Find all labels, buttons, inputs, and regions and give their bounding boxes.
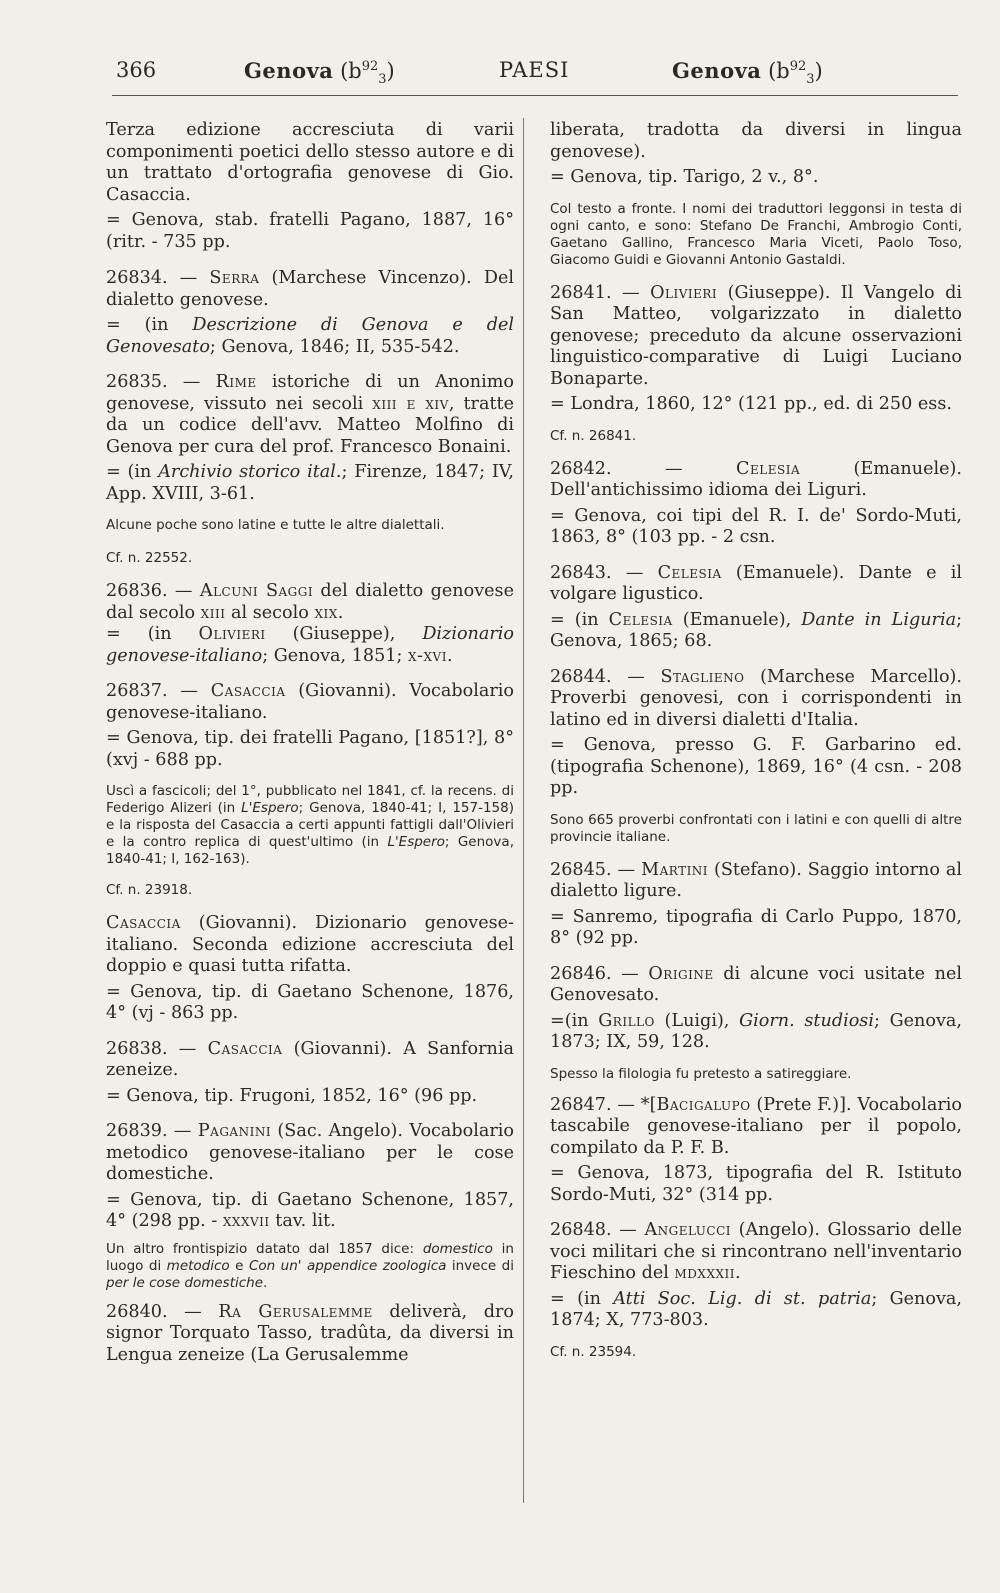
entry-26840-note: Col testo a fronte. I nomi dei traduttori leggonsi in testa di ogni canto, e sono: Stefano De Franchi, Ambrogio Conti, Gaetano Gallino, Francesco Maria Viceti, Paolo Toso, Giacomo Guidi e Giovanni Antonio Gastaldi. xyxy=(550,200,962,268)
entry-26836-pub: = (in Olivieri (Giuseppe), Dizionario genovese-italiano; Genova, 1851; x-xvi. xyxy=(106,624,514,666)
entry-26840-continuation: liberata, tradotta da diversi in lingua genovese). xyxy=(550,120,962,162)
entry-26848-cf: Cf. n. 23594. xyxy=(550,1343,637,1360)
entry-26844: 26844. — Staglieno (Marchese Marcello). Proverbi genovesi, con i corrispondenti in latino ed in diversi dialetti d'Italia. xyxy=(550,666,963,730)
entry-26844-note: Sono 665 proverbi confrontati con i latini e con quelli di altre provincie italiane. xyxy=(550,811,962,845)
entry-26842-pub: = Genova, coi tipi del R. I. de' Sordo-Muti, 1863, 8° (103 pp. - 2 csn. xyxy=(550,505,962,547)
entry-26835-pub: = (in Archivio storico ital.; Firenze, 1847; IV, App. XVIII, 3-61. xyxy=(106,462,515,504)
entry-26845-pub: = Sanremo, tipografia di Carlo Puppo, 1870, 8° (92 pp. xyxy=(550,906,962,948)
running-header xyxy=(112,58,960,96)
entry-26843-pub: = (in Celesia (Emanuele), Dante in Liguria; Genova, 1865; 68. xyxy=(550,609,963,651)
entry-publication: = Genova, stab. fratelli Pagano, 1887, 16° (ritr. - 735 pp. xyxy=(106,210,514,252)
entry-26837: 26837. — Casaccia (Giovanni). Vocabolario genovese-italiano. xyxy=(106,681,515,723)
entry-26847: 26847. — *[Bacigalupo (Prete F.)]. Vocabolario tascabile genovese-italiano per il popolo, compilato da P. F. B. xyxy=(550,1094,962,1158)
entry-26843: 26843. — Celesia (Emanuele). Dante e il volgare ligustico. xyxy=(550,562,962,604)
entry-26846-note: Spesso la filologia fu pretesto a satireggiare. xyxy=(550,1065,852,1082)
entry-26836: 26836. — Alcuni Saggi del dialetto genovese dal secolo xiii al secolo xix. xyxy=(106,581,514,623)
entry-26848-pub: = (in Atti Soc. Lig. di st. patria; Genova, 1874; X, 773-803. xyxy=(550,1288,962,1330)
entry-26839: 26839. — Paganini (Sac. Angelo). Vocabolario metodico genovese-italiano per le cose domestiche. xyxy=(106,1121,514,1184)
entry-26837-pub: = Genova, tip. dei fratelli Pagano, [1851?], 8° (xvj - 688 pp. xyxy=(106,728,514,770)
entry-26835: 26835. — Rime istoriche di un Anonimo genovese, vissuto nei secoli xiii e xiv, tratte da un codice dell'avv. Matteo Molfino di Genova per cura del prof. Francesco Bonaini. xyxy=(106,372,514,457)
header-left-title: Genova $(b^{92}_3)$ xyxy=(244,58,395,88)
header-right-title: Genova $(b^{92}_3)$ xyxy=(672,58,823,88)
left-column xyxy=(106,120,514,1366)
entry-26848: 26848. — Angelucci (Angelo). Glossario delle voci militari che si rincontrano nell'inventario Fieschino del mdxxxii. xyxy=(550,1220,962,1283)
entry-26841-cf: Cf. n. 26841. xyxy=(550,427,637,444)
entry-26841: 26841. — Olivieri (Giuseppe). Il Vangelo di San Matteo, volgarizzato in dialetto genovese; preceduto da alcune osservazioni linguistico-comparative di Luigi Luciano Bonaparte. xyxy=(550,282,963,389)
entry-26846-pub: =(in Grillo (Luigi), Giorn. studiosi; Genova, 1873; IX, 59, 128. xyxy=(550,1010,962,1052)
entry-26844-pub: = Genova, presso G. F. Garbarino ed. (tipografia Schenone), 1869, 16° (4 csn. - 208 pp. xyxy=(550,735,962,798)
entry-26840-pub: = Genova, tip. Tarigo, 2 v., 8°. xyxy=(550,167,819,187)
column-divider xyxy=(523,118,524,1503)
entry-26842: 26842. — Celesia (Emanuele). Dell'antichissimo idioma dei Liguri. xyxy=(550,458,962,500)
entry-26839-pub: = Genova, tip. di Gaetano Schenone, 1857, 4° (298 pp. - xxxvii tav. lit. xyxy=(106,1189,514,1231)
entry-26837-second-pub: = Genova, tip. di Gaetano Schenone, 1876, 4° (vj - 863 pp. xyxy=(106,981,514,1023)
entry-26845: 26845. — Martini (Stefano). Saggio intorno al dialetto ligure. xyxy=(550,859,962,901)
entry-26840: 26840. — Ra Gerusalemme deliverà, dro signor Torquato Tasso, tradûta, da diversi in Lengua zeneize (La Gerusalemme xyxy=(106,1301,514,1365)
entry-26835-cf: Cf. n. 22552. xyxy=(106,550,193,566)
entry-26838: 26838. — Casaccia (Giovanni). A Sanfornia zeneize. xyxy=(106,1038,514,1080)
entry-26846: 26846. — Origine di alcune voci usitate nel Genovesato. xyxy=(550,963,962,1005)
right-column xyxy=(550,120,962,1361)
entry-26837-cf: Cf. n. 23918. xyxy=(106,882,193,898)
page-number: 366 xyxy=(116,58,157,82)
entry-continuation: Terza edizione accresciuta di varii componimenti poetici dello stesso autore e di un trattato d'ortografia genovese di Gio. Casaccia. xyxy=(106,120,514,205)
entry-26834-pub: = (in Descrizione di Genova e del Genovesato; Genova, 1846; II, 535-542. xyxy=(106,315,514,357)
entry-26834: 26834. — Serra (Marchese Vincenzo). Del dialetto genovese. xyxy=(106,268,514,310)
header-section: PAESI xyxy=(499,58,570,82)
entry-26847-pub: = Genova, 1873, tipografia del R. Istituto Sordo-Muti, 32° (314 pp. xyxy=(550,1163,962,1205)
entry-26835-note: Alcune poche sono latine e tutte le altre dialettali. xyxy=(106,517,445,533)
entry-26837-note: Uscì a fascicoli; del 1°, pubblicato nel 1841, cf. la recens. di Federigo Alizeri (in L'Espero; Genova, 1840-41; I, 157-158) e la risposta del Casaccia a certi appunti fattigli dall'Olivieri e la contro replica di quest'ultimo (in L'Espero; Genova, 1840-41; I, 162-163). xyxy=(106,783,515,867)
entry-26841-pub: = Londra, 1860, 12° (121 pp., ed. di 250 ess. xyxy=(550,394,952,414)
entry-26839-note: Un altro frontispizio datato dal 1857 dice: domestico in luogo di metodico e Con un' appendice zoologica invece di per le cose domestiche. xyxy=(106,1240,515,1291)
entry-26838-pub: = Genova, tip. Frugoni, 1852, 16° (96 pp. xyxy=(106,1085,478,1106)
header-rule xyxy=(112,95,958,96)
entry-26837-second: Casaccia (Giovanni). Dizionario genovese-italiano. Seconda edizione accresciuta del doppio e quasi tutta rifatta. xyxy=(106,913,514,976)
